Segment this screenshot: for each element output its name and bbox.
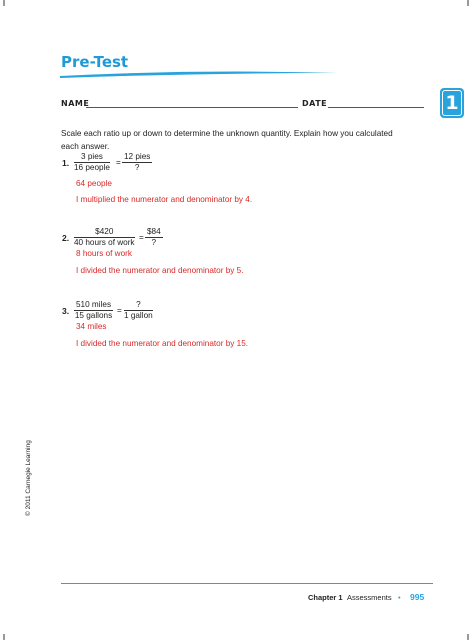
left-fraction [74,152,110,173]
explanation: I divided the numerator and denominator by 5. [76,266,244,275]
answer: 8 hours of work [76,249,132,258]
equals-sign: = [116,158,121,167]
problem-number: 3. [62,306,70,316]
chapter-tab-border [442,90,462,116]
equals-sign: = [117,306,122,315]
page-title: Pre-Test [61,53,129,71]
right-fraction [124,300,153,321]
fraction-numerator: 3 pies [74,152,110,163]
fraction-denominator: ? [134,163,140,172]
crop-mark-icon [0,0,8,8]
fraction-numerator: 12 pies [124,152,151,161]
title-underline-swoosh [58,70,340,80]
instructions: Scale each ratio up or down to determine the unknown quantity. Explain how you calculated each answer. [61,129,393,151]
explanation: I divided the numerator and denominator by 15. [76,339,249,348]
fraction-numerator: $84 [147,227,161,236]
copyright-notice: © 2011 Carnegie Learning [25,440,32,516]
chapter-tab [440,88,464,118]
fraction-numerator: $420 [74,227,135,238]
footer-chapter: Chapter 1 [308,593,343,602]
left-fraction [74,300,113,321]
footer-rule [61,583,433,584]
fraction-numerator: 510 miles [76,300,112,309]
crop-mark-icon [464,632,472,640]
fraction-denominator: 16 people [74,163,110,172]
footer-bullet: • [398,593,401,602]
right-fraction [122,152,152,173]
crop-mark-icon [464,0,472,8]
fraction-denominator: ? [151,238,157,247]
fraction-denominator: 15 gallons [74,311,113,320]
footer-section: Assessments [347,593,392,602]
problem-number: 2. [62,233,70,243]
answer: 64 people [76,179,112,188]
crop-mark-icon [0,632,8,640]
name-label: NAME [61,99,90,108]
right-fraction [145,227,163,248]
fraction-denominator: 40 hours of work [74,238,135,247]
fraction-numerator: ? [124,300,153,311]
fraction-denominator: 1 gallon [124,311,153,320]
left-fraction [74,227,135,248]
equals-sign: = [139,233,144,242]
answer: 34 miles [76,322,107,331]
explanation: I multiplied the numerator and denominator by 4. [76,195,253,204]
name-field[interactable] [86,107,298,108]
date-label: DATE [302,99,328,108]
page-number: 995 [410,592,425,602]
problem-number: 1. [62,158,70,168]
date-field[interactable] [328,107,424,108]
chapter-tab-number: 1 [445,92,459,114]
